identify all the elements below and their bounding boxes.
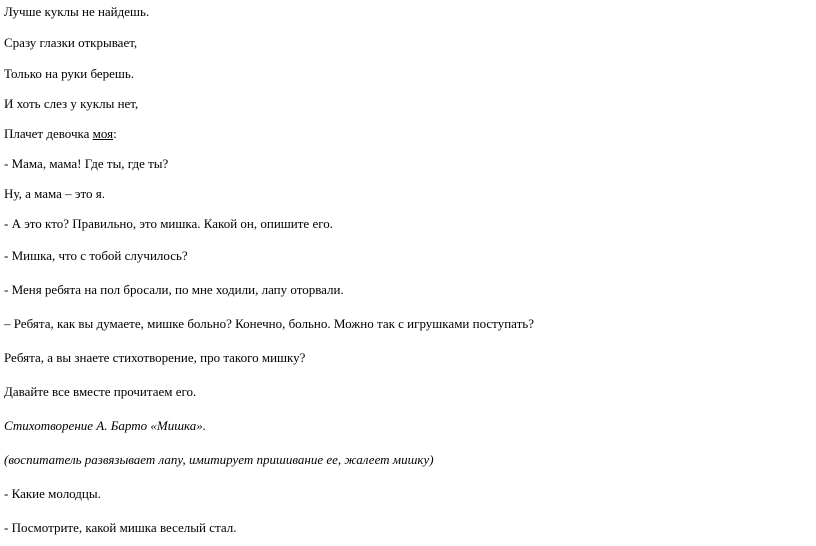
text-line-5-suffix: : [113,126,117,141]
text-line-12: Ребята, а вы знаете стихотворение, про такого мишку? [4,350,306,365]
text-line-5 [4,126,117,142]
text-line-2: Сразу глазки открывает, [4,35,138,50]
text-line-5-prefix: Плачет девочка [4,126,93,141]
text-line-9: - Мишка, что с тобой случилось? [4,248,188,263]
text-line-17: - Посмотрите, какой мишка веселый стал. [4,520,237,535]
text-line-4: И хоть слез у куклы нет, [4,96,139,111]
stage-direction-line: (воспитатель развязывает лапу, имитирует пришивание ее, жалеет мишку) [4,452,434,467]
text-line-7: Ну, а мама – это я. [4,186,105,201]
poem-title-line: Стихотворение А. Барто «Мишка». [4,418,207,433]
text-line-8: - А это кто? Правильно, это мишка. Какой он, опишите его. [4,216,333,231]
underlined-word: моя [92,126,114,141]
text-line-6: - Мама, мама! Где ты, где ты? [4,156,169,171]
text-line-11: – Ребята, как вы думаете, мишке больно? Конечно, больно. Можно так с игрушками поступать? [4,316,534,331]
text-line-10: - Меня ребята на пол бросали, по мне ходили, лапу оторвали. [4,282,344,297]
text-line-1: Лучше куклы не найдешь. [4,4,150,19]
text-line-13: Давайте все вместе прочитаем его. [4,384,197,399]
text-line-3: Только на руки берешь. [4,66,135,81]
text-line-16: - Какие молодцы. [4,486,101,501]
